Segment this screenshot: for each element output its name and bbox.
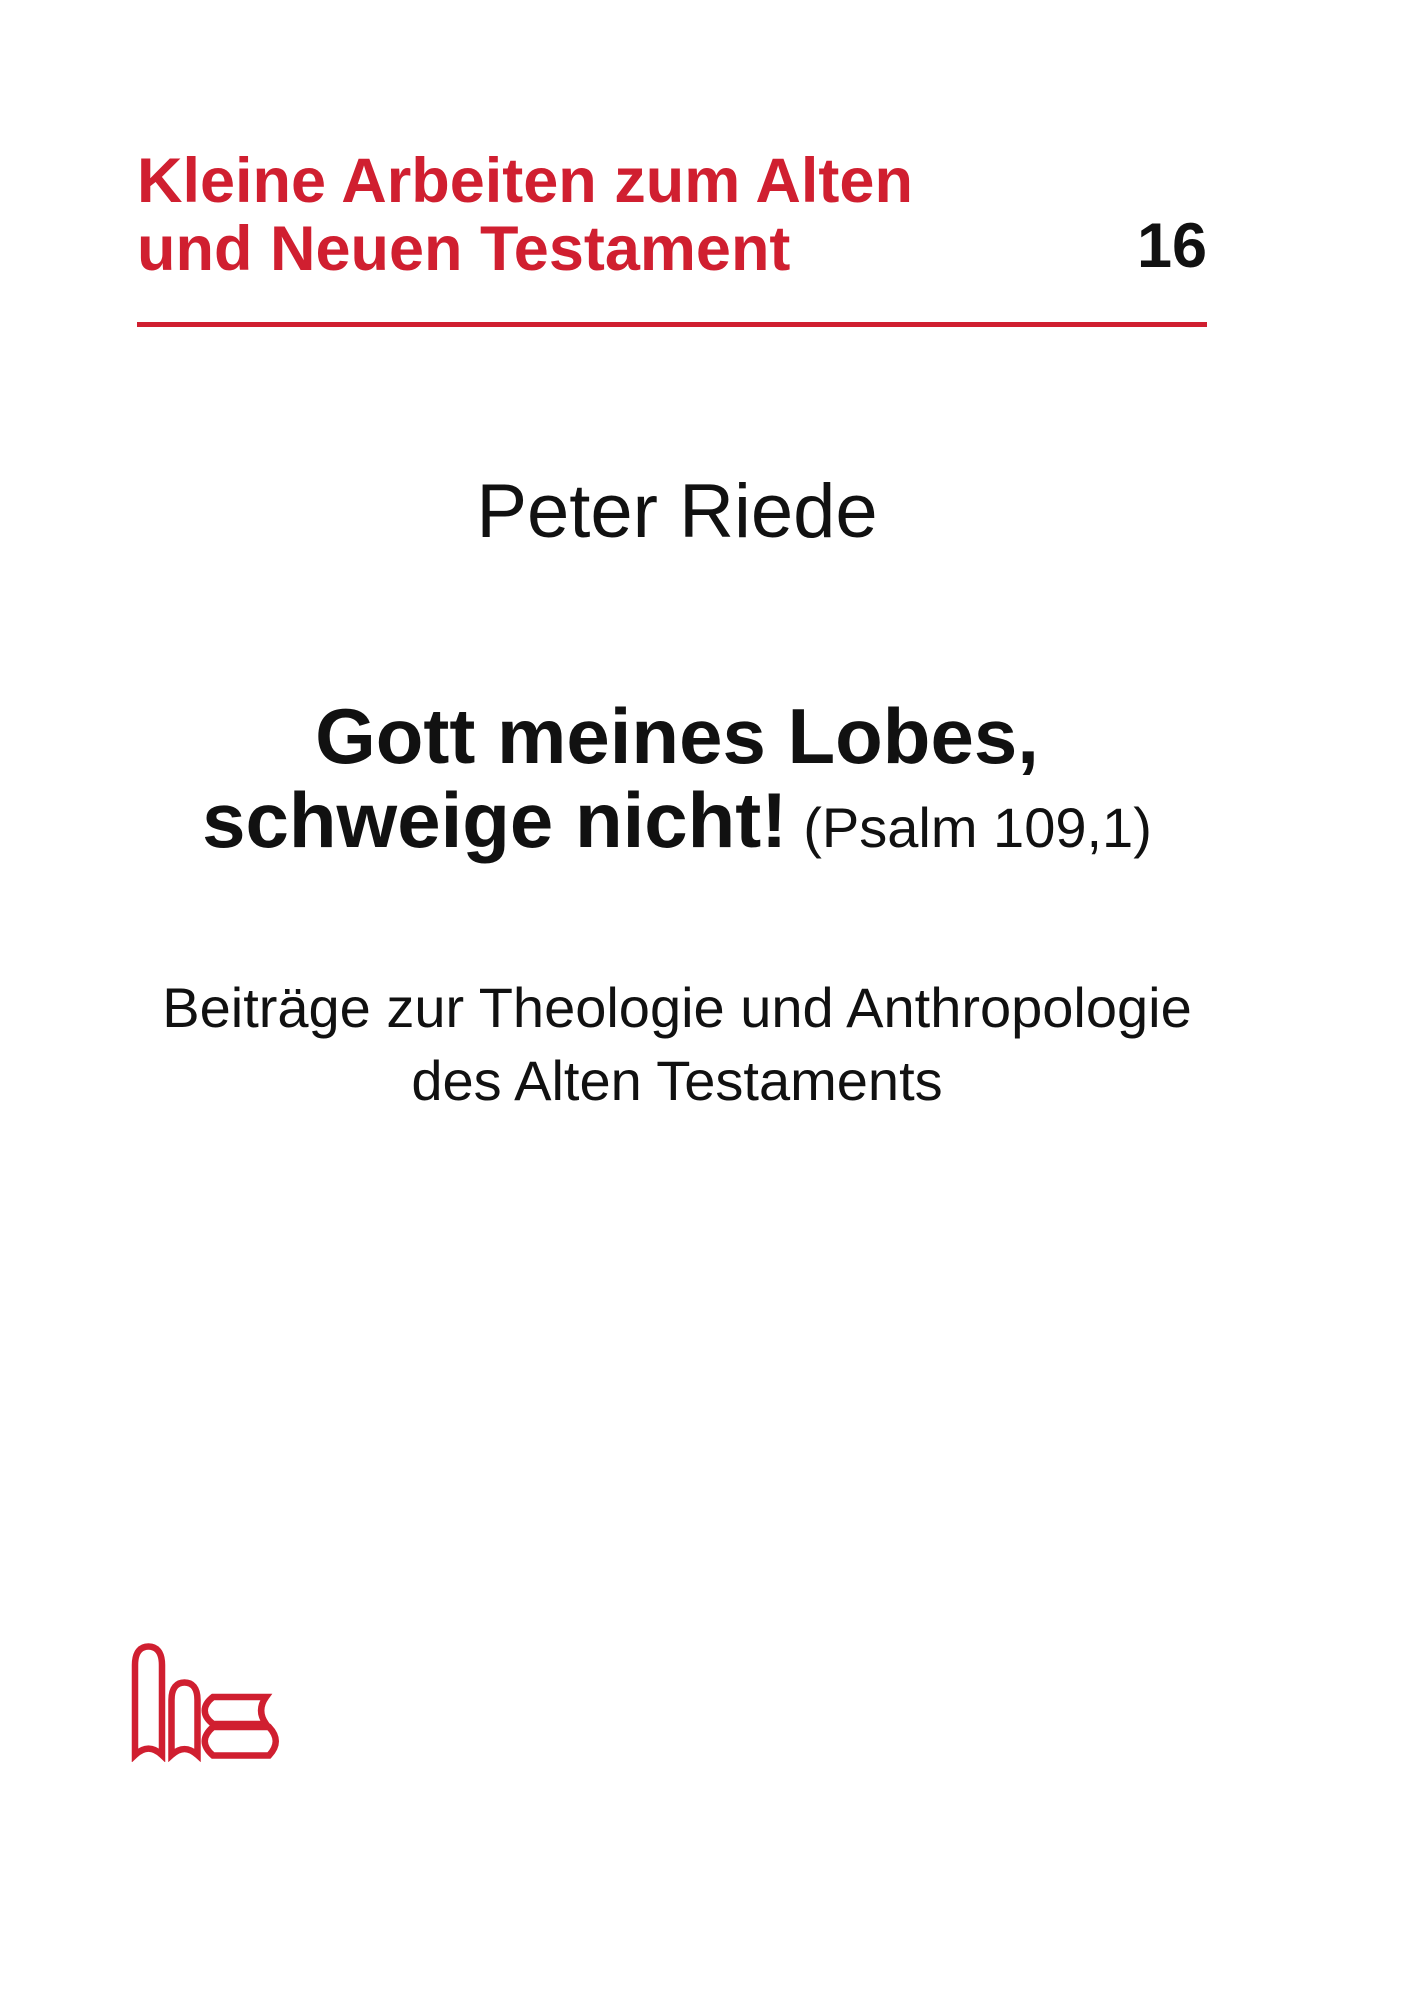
series-divider-rule xyxy=(137,322,1207,327)
book-title-line2-text: schweige nicht! xyxy=(202,776,788,864)
book-subtitle xyxy=(137,971,1217,1117)
author-name: Peter Riede xyxy=(476,469,878,554)
lying-book-top-icon xyxy=(205,1697,266,1724)
standing-book-short-icon xyxy=(172,1683,198,1756)
book-subtitle-line2: des Alten Testaments xyxy=(411,1049,943,1112)
series-title xyxy=(137,147,913,283)
book-subtitle-line1: Beiträge zur Theologie und Anthropologie xyxy=(162,976,1192,1039)
standing-book-tall-icon xyxy=(135,1647,162,1756)
psalm-reference: (Psalm 109,1) xyxy=(803,796,1152,859)
book-title-line1: Gott meines Lobes, xyxy=(315,692,1039,780)
series-title-line2: und Neuen Testament xyxy=(137,214,791,284)
publisher-logo xyxy=(130,1640,285,1762)
book-title xyxy=(137,694,1217,870)
lying-book-bottom-icon xyxy=(205,1727,276,1756)
series-title-line1: Kleine Arbeiten zum Alten xyxy=(137,146,913,216)
book-title-line2 xyxy=(137,778,1217,870)
volume-number: 16 xyxy=(1137,211,1208,281)
